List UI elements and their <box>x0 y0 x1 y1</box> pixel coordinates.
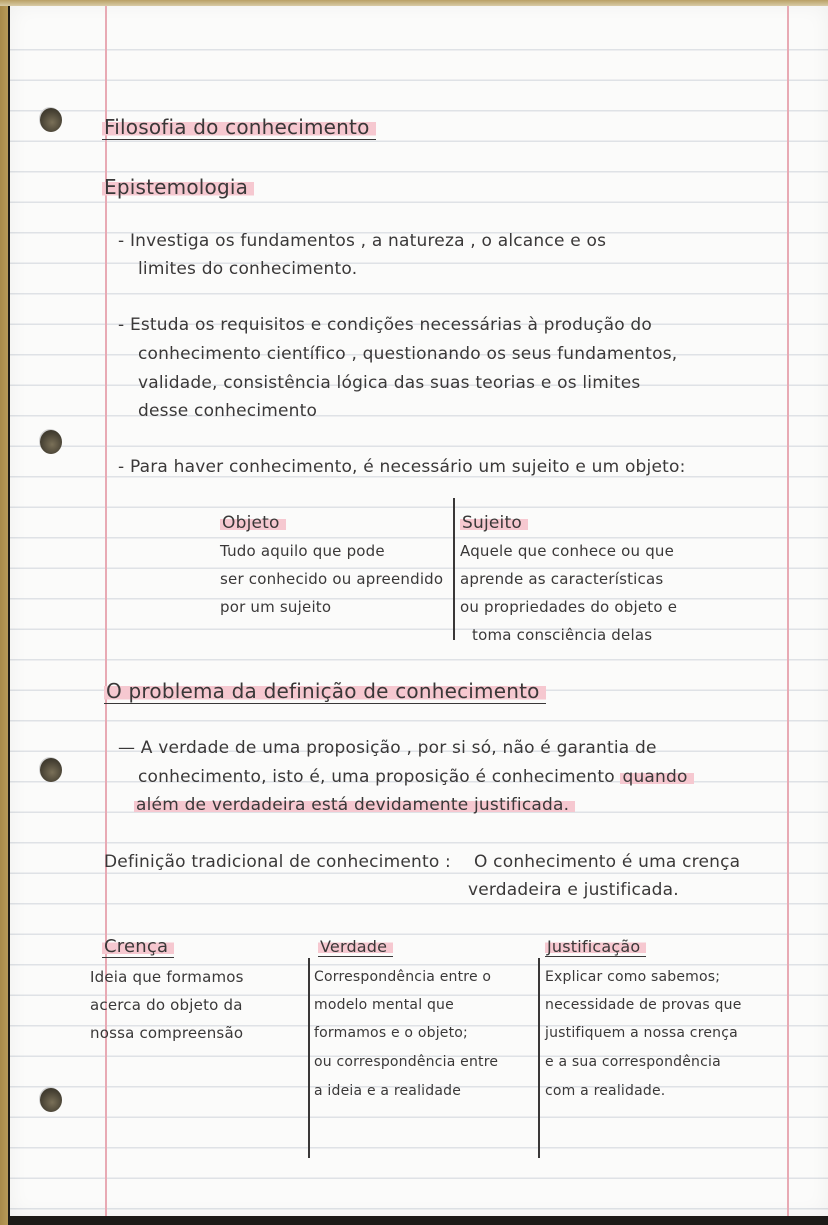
right-margin-line <box>787 4 789 1216</box>
bullet-2-line-1: - Estuda os requisitos e condições necessárias à produção do <box>118 315 653 335</box>
sujeito-heading <box>460 508 528 538</box>
crenca-line: nossa compreensão <box>90 1024 244 1042</box>
binder-hole-icon <box>40 1088 62 1112</box>
crenca-line: acerca do objeto da <box>90 996 243 1014</box>
bullet-2-line-4: desse conhecimento <box>138 401 318 421</box>
binder-hole-icon <box>40 108 62 132</box>
table-divider <box>453 498 455 640</box>
definition-text-line-2: verdadeira e justificada. <box>468 880 679 900</box>
table-divider <box>308 958 310 1158</box>
crenca-line: Ideia que formamos <box>90 968 244 986</box>
sujeito-heading-text: Sujeito <box>460 513 528 533</box>
section-2-bullet-line-3 <box>134 790 575 820</box>
sujeito-line: ou propriedades do objeto e <box>460 598 678 616</box>
table-divider <box>538 958 540 1158</box>
verdade-line: formamos e o objeto; <box>314 1025 468 1041</box>
section-2-heading-text: O problema da definição de conhecimento <box>104 679 546 704</box>
page-top-edge <box>0 0 828 6</box>
section-subtitle <box>102 172 254 202</box>
verdade-line: Correspondência entre o <box>314 969 492 985</box>
page-title-text: Filosofia do conhecimento <box>102 115 376 140</box>
verdade-line: ou correspondência entre <box>314 1054 499 1070</box>
justificacao-line: justifiquem a nossa crença <box>545 1025 738 1041</box>
justificacao-heading-text: Justificação <box>545 937 646 957</box>
sujeito-line: toma consciência delas <box>472 626 653 644</box>
subtitle-text: Epistemologia <box>102 175 254 199</box>
bullet-1-line-1: - Investiga os fundamentos , a natureza , o alcance e os <box>118 231 607 251</box>
definition-text-line-1: O conhecimento é uma crença <box>474 852 741 872</box>
objeto-line: por um sujeito <box>220 598 332 616</box>
section-2-bullet-line-2 <box>138 762 694 792</box>
verdade-line: a ideia e a realidade <box>314 1083 462 1099</box>
bullet-plain-text: conhecimento, isto é, uma proposição é conhecimento <box>138 767 621 787</box>
verdade-heading <box>318 932 393 962</box>
objeto-line: ser conhecido ou apreendido <box>220 570 444 588</box>
objeto-line: Tudo aquilo que pode <box>220 542 385 560</box>
bullet-1-line-2: limites do conhecimento. <box>138 259 358 279</box>
bullet-3-line-1: - Para haver conhecimento, é necessário um sujeito e um objeto: <box>118 457 686 477</box>
binder-hole-icon <box>40 758 62 782</box>
definition-label: Definição tradicional de conhecimento : <box>104 852 451 872</box>
crenca-heading <box>102 932 174 962</box>
bullet-2-line-2: conhecimento científico , questionando os seus fundamentos, <box>138 344 678 364</box>
objeto-heading <box>220 508 286 538</box>
justificacao-line: necessidade de provas que <box>545 997 742 1013</box>
bullet-highlight-text: quando <box>620 767 693 787</box>
page-title <box>102 112 376 142</box>
justificacao-heading <box>545 932 646 962</box>
justificacao-line: e a sua correspondência <box>545 1054 721 1070</box>
verdade-heading-text: Verdade <box>318 937 393 957</box>
section-2-heading <box>104 676 546 706</box>
crenca-heading-text: Crença <box>102 936 174 958</box>
section-2-bullet-line-1: — A verdade de uma proposição , por si só, não é garantia de <box>118 738 657 758</box>
verdade-line: modelo mental que <box>314 997 454 1013</box>
bullet-2-line-3: validade, consistência lógica das suas teorias e os limites <box>138 373 641 393</box>
sujeito-line: aprende as características <box>460 570 664 588</box>
binder-hole-icon <box>40 430 62 454</box>
objeto-heading-text: Objeto <box>220 513 286 533</box>
justificacao-line: com a realidade. <box>545 1083 666 1099</box>
sujeito-line: Aquele que conhece ou que <box>460 542 675 560</box>
bullet-highlight-text: além de verdadeira está devidamente justificada. <box>134 795 575 815</box>
justificacao-line: Explicar como sabemos; <box>545 969 721 985</box>
